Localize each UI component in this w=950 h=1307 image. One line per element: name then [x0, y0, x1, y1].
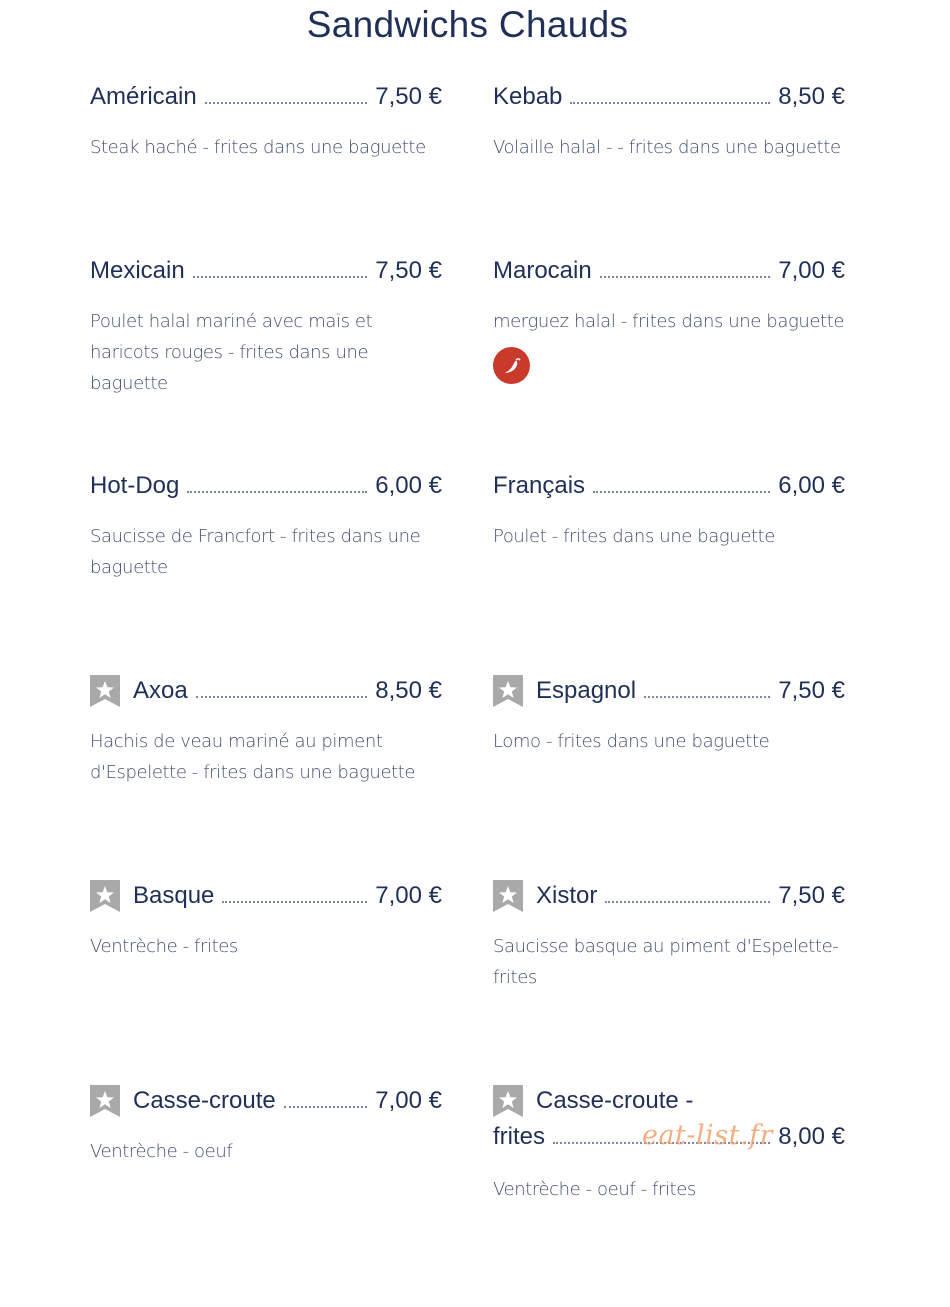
item-price: 7,00 € — [778, 257, 845, 284]
dot-leader — [284, 1106, 368, 1108]
item-name: Kebab — [493, 83, 563, 110]
item-description: Ventrèche - oeuf - frites — [493, 1179, 696, 1200]
star-icon — [90, 675, 120, 707]
item-price: 7,00 € — [375, 1087, 442, 1114]
item-name: Casse-croute - — [536, 1087, 694, 1114]
dot-leader — [600, 276, 771, 278]
dot-leader — [593, 491, 770, 493]
dot-leader — [205, 102, 368, 104]
item-price: 7,50 € — [778, 677, 845, 704]
dot-leader — [222, 901, 367, 903]
item-description: Ventrèche - oeuf — [90, 1141, 233, 1162]
item-name: Américain — [90, 83, 197, 110]
page-title: Sandwichs Chauds — [306, 4, 629, 45]
watermark: eat-list.fr — [641, 1120, 773, 1151]
star-icon — [493, 675, 523, 707]
menu-item-mexicain — [90, 254, 442, 469]
item-price: 6,00 € — [778, 472, 845, 499]
item-description: Poulet - frites dans une baguette — [493, 526, 775, 547]
dot-leader — [553, 1142, 770, 1144]
item-name: Hot-Dog — [90, 472, 180, 499]
item-name: Espagnol — [536, 677, 637, 704]
item-description: Lomo - frites dans une baguette — [493, 731, 770, 752]
menu-item-francais — [493, 469, 845, 674]
dot-leader — [605, 901, 770, 903]
dot-leader — [193, 276, 368, 278]
chili-pepper-icon — [493, 347, 530, 384]
item-description: Ventrèche - frites — [90, 936, 238, 957]
item-name: Mexicain — [90, 257, 185, 284]
item-description: merguez halal - frites dans une baguette — [493, 311, 845, 332]
item-price: 7,50 € — [375, 83, 442, 110]
item-price: 7,50 € — [375, 257, 442, 284]
dot-leader — [644, 696, 770, 698]
star-icon — [90, 880, 120, 912]
item-name: Basque — [133, 882, 215, 909]
menu-item-kebab — [493, 80, 845, 254]
item-description: Steak haché - frites dans une baguette — [90, 137, 426, 158]
star-icon — [493, 880, 523, 912]
menu-item-espagnol — [493, 674, 845, 879]
dot-leader — [196, 696, 368, 698]
star-icon — [90, 1085, 120, 1117]
menu-item-marocain — [493, 254, 845, 469]
item-name: Axoa — [133, 677, 188, 704]
item-description: Saucisse de Francfort - frites dans une baguette — [90, 526, 421, 578]
item-name-continued: frites — [493, 1123, 546, 1150]
item-description: Saucisse basque au piment d'Espelette- frites — [493, 936, 839, 988]
menu-item-casse-croute-frites — [493, 1084, 845, 1289]
menu-item-xistor — [493, 879, 845, 1084]
menu-item-basque — [90, 879, 442, 1084]
item-name: Français — [493, 472, 586, 499]
item-price: 7,00 € — [375, 882, 442, 909]
item-name: Xistor — [536, 882, 598, 909]
item-name: Marocain — [493, 257, 592, 284]
item-price: 8,50 € — [778, 83, 845, 110]
item-price: 8,50 € — [375, 677, 442, 704]
menu-item-axoa — [90, 674, 442, 879]
menu-item-hot-dog — [90, 469, 442, 674]
item-price: 6,00 € — [375, 472, 442, 499]
dot-leader — [187, 491, 367, 493]
item-description: Poulet halal mariné avec maïs et haricots rouges - frites dans une baguette — [90, 311, 373, 394]
item-price: 8,00 € — [778, 1123, 845, 1150]
dot-leader — [570, 102, 770, 104]
item-price: 7,50 € — [778, 882, 845, 909]
item-name: Casse-croute — [133, 1087, 276, 1114]
item-description: Volaille halal - - frites dans une baguette — [493, 137, 841, 158]
item-description: Hachis de veau mariné au piment d'Espelette - frites dans une baguette — [90, 731, 416, 783]
menu-item-americain — [90, 80, 442, 254]
menu-grid — [90, 80, 845, 1289]
star-icon — [493, 1085, 523, 1117]
menu-item-casse-croute — [90, 1084, 442, 1289]
